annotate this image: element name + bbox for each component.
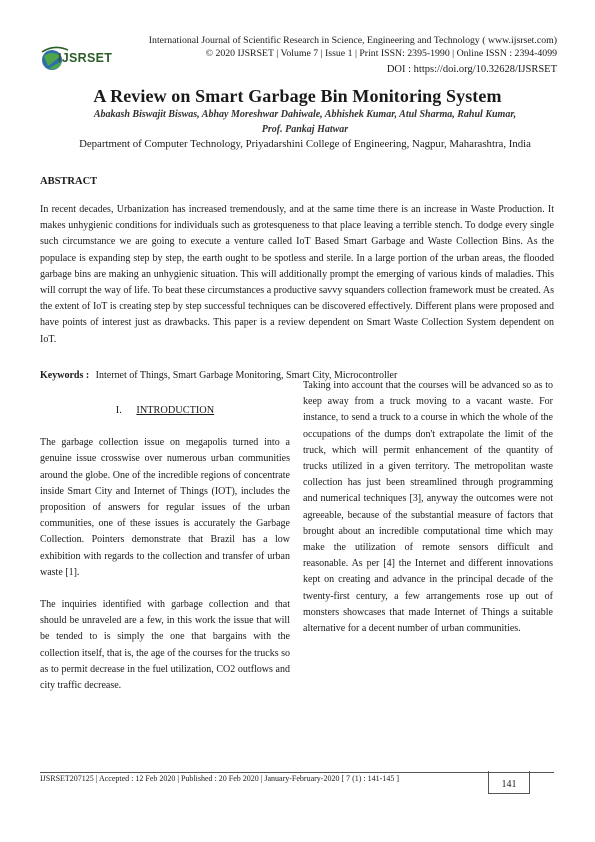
author-list	[40, 107, 570, 137]
intro-paragraph-1: The garbage collection issue on megapolis turned into a genuine issue crosswise over numerous urban communities around the globe. One of the incredible regions of concentrate inside Smart City and Internet of Things (IOT), includes the proposition of answers for regular issues of the urban communities, one of these issues is accurately the Garbage Collection. Pointers demonstrate that Brazil has a low exhibition with regards to the collection and transfer of urban waste [1].	[40, 437, 290, 578]
logo-text: IJSRSET	[58, 51, 113, 65]
left-column	[40, 403, 290, 710]
affiliation: Department of Computer Technology, Priyadarshini College of Engineering, Nagpur, Maharashtra, India	[79, 138, 531, 150]
keywords-list: Internet of Things, Smart Garbage Monitoring, Smart City, Microcontroller	[95, 370, 398, 381]
footer-divider	[40, 772, 554, 773]
section-number: I.	[115, 405, 122, 416]
issn-line: © 2020 IJSRSET | Volume 7 | Issue 1 | Print ISSN: 2395-1990 | Online ISSN : 2394-4099	[205, 48, 557, 59]
section-heading-introduction	[40, 403, 290, 419]
section-title: INTRODUCTION	[136, 405, 215, 416]
paper-title: A Review on Smart Garbage Bin Monitoring System	[93, 86, 502, 106]
page-number-box	[488, 771, 530, 794]
journal-logo	[40, 42, 122, 78]
doi-link[interactable]: DOI : https://doi.org/10.32628/IJSRSET	[386, 64, 557, 75]
page-number: 141	[501, 779, 517, 790]
right-column	[303, 378, 553, 653]
footer-citation: IJSRSET207125 | Accepted : 12 Feb 2020 | Published : 20 Feb 2020 | January-February-2020 [ 7 (1) : 141-145 ]	[40, 774, 399, 783]
authors-line-1: Abakash Biswajit Biswas, Abhay Moreshwar Dahiwale, Abhishek Kumar, Atul Sharma, Rahul Kumar,	[93, 109, 517, 120]
keywords-label: Keywords :	[40, 370, 90, 381]
abstract-heading: ABSTRACT	[40, 176, 98, 187]
abstract-text: In recent decades, Urbanization has increased tremendously, and at the same time there is an increase in Waste Production. It makes unhygienic conditions for individuals such as grotesqueness to that place leaving a terrible stench. To dodge every single such circumstance we are going to execute a venture called IoT Based Smart Garbage and Waste Collection Bins. As the populace is expanding step by step, the earth ought to be spotless and sterile. In a large portion of the urban areas, the flooded garbage bins are making an unhygienic situation. This will additionally prompt the emerging of various kinds of maladies. This will corrupt the way of life. To beat these circumstances a productive savvy squanders collection framework must be created. As the extent of IoT is creating step by step successful techniques can be discovered effectively. Different plans were proposed and have points of interest just as drawbacks. This paper is a review dependent on Smart Waste Collection System dependent on IoT.	[40, 204, 554, 345]
journal-name: International Journal of Scientific Research in Science, Engineering and Technology ( www.ijsrset.com)	[148, 35, 557, 46]
intro-paragraph-2: The inquiries identified with garbage collection and that should be unraveled are a few, in this work the issue that will be tended to is simply the one that bargains with the collection itself, that is, the age of the courses for the trucks so as to permit decrease in the fuel utilization, CO2 outflows and city traffic decrease.	[40, 599, 290, 692]
authors-line-2: Prof. Pankaj Hatwar	[261, 124, 349, 135]
intro-paragraph-3: Taking into account that the courses will be advanced so as to keep away from a truck moving to a vacant waste. For instance, to send a truck to a course in which the whole of the occupations of the dumps don't extrapolate the limit of the truck, which will permit enhancement of the quantity of trucks utilized in a given territory. The metropolitan waste collection has just been streamlined through programming and numerical techniques [3], anyway the outcomes were not agreeable, because of the substantial measure of factors that brought about an incredible computational time which may make the utilization of remote sensors difficult and reasonable. As per [4] the Internet and different innovations kept on creating and advance in the principal decade of the twenty-first century, a few arrangements rose up out of monsters showcases that made Internet of Things a suitable alternative for a decent number of urban communities.	[303, 380, 553, 635]
